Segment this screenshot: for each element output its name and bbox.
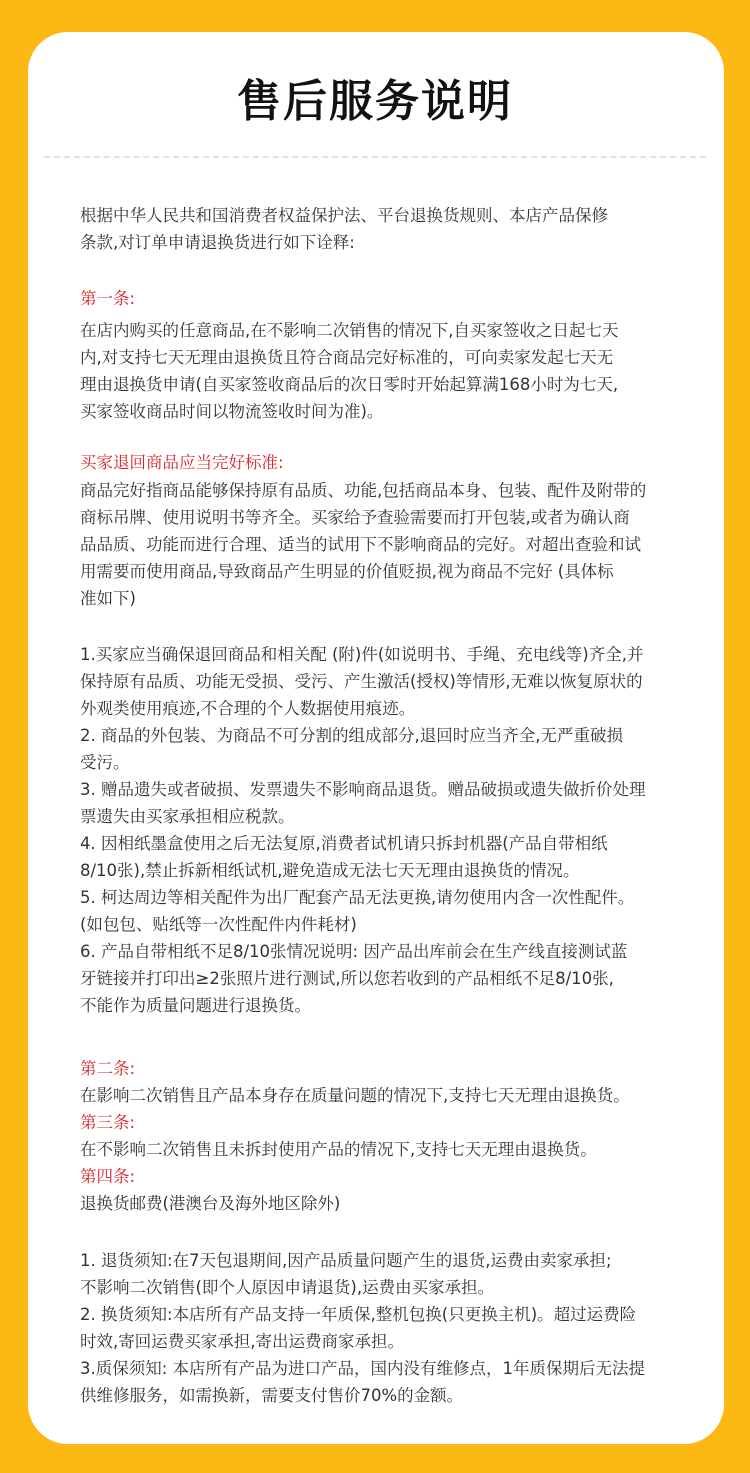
text-line: 根据中华人民共和国消费者权益保护法、平台退换货规则、本店产品保修 bbox=[80, 206, 608, 225]
notice-line: 时效,寄回运费买家承担,寄出运费商家承担。 bbox=[80, 1332, 404, 1351]
notice-line: 1. 退货须知:在7天包退期间,因产品质量问题产生的退货,运费由卖家承担; bbox=[80, 1251, 612, 1270]
page-title: 售后服务说明 bbox=[237, 76, 513, 127]
text-line: 商标吊牌、使用说明书等齐全。买家给予查验需要而打开包装,或者为确认商 bbox=[80, 508, 630, 527]
rule-line: 受污。 bbox=[80, 753, 130, 772]
rules-list bbox=[80, 641, 680, 1019]
intro-paragraph bbox=[80, 202, 680, 256]
articles-2-4 bbox=[80, 1055, 680, 1217]
rule-line: 3. 赠品遗失或者破损、发票遗失不影响商品退货。赠品破损或遗失做折价处理 bbox=[80, 780, 646, 799]
text-line: 用需要而使用商品,导致商品产生明显的价值贬损,视为商品不完好 (具体标 bbox=[80, 562, 614, 581]
rule-line: 4. 因相纸墨盒使用之后无法复原,消费者试机请只拆封机器(产品自带相纸 bbox=[80, 834, 608, 853]
rule-line: 2. 商品的外包装、为商品不可分割的组成部分,退回时应当齐全,无严重破损 bbox=[80, 726, 623, 745]
text-line: 品品质、功能而进行合理、适当的试用下不影响商品的完好。对超出查验和试 bbox=[80, 535, 641, 554]
standard-heading: 买家退回商品应当完好标准: bbox=[80, 453, 284, 472]
rule-line: 票遗失由买家承担相应税款。 bbox=[80, 807, 295, 826]
rule-line: 牙链接并打印出≥2张照片进行测试,所以您若收到的产品相纸不足8/10张, bbox=[80, 969, 614, 988]
article3-heading: 第三条: bbox=[80, 1113, 136, 1132]
standard-paragraph bbox=[80, 477, 680, 612]
article2-heading: 第二条: bbox=[80, 1059, 136, 1078]
title-divider bbox=[44, 156, 706, 158]
text-line: 商品完好指商品能够保持原有品质、功能,包括商品本身、包装、配件及附带的 bbox=[80, 481, 647, 500]
rule-line: (如包包、贴纸等一次性配件内件耗材) bbox=[80, 915, 357, 934]
notice-line: 2. 换货须知:本店所有产品支持一年质保,整机包换(只更换主机)。超过运费险 bbox=[80, 1305, 637, 1324]
rule-line: 1.买家应当确保退回商品和相关配 (附)件(如说明书、手绳、充电线等)齐全,并 bbox=[80, 645, 644, 664]
text-line: 条款,对订单申请退换货进行如下诠释: bbox=[80, 233, 355, 252]
text-line: 买家签收商品时间以物流签收时间为准)。 bbox=[80, 402, 384, 421]
rule-line: 8/10张),禁止拆新相纸试机,避免造成无法七天无理由退换货的情况。 bbox=[80, 861, 580, 880]
notice-line: 3.质保须知: 本店所有产品为进口产品，国内没有维修点，1年质保期后无法提 bbox=[80, 1359, 646, 1378]
text-line: 在店内购买的任意商品,在不影响二次销售的情况下,自买家签收之日起七天 bbox=[80, 321, 619, 340]
notice-line: 不影响二次销售(即个人原因申请退货),运费由买家承担。 bbox=[80, 1278, 495, 1297]
rule-line: 6. 产品自带相纸不足8/10张情况说明: 因产品出库前会在生产线直接测试蓝 bbox=[80, 942, 628, 961]
text-line: 内,对支持七天无理由退换货且符合商品完好标准的，可向卖家发起七天无 bbox=[80, 348, 614, 367]
article3-text: 在不影响二次销售且未拆封使用产品的情况下,支持七天无理由退换货。 bbox=[80, 1140, 597, 1159]
article4-heading: 第四条: bbox=[80, 1167, 136, 1186]
article1-paragraph bbox=[80, 317, 680, 425]
notice-line: 供维修服务，如需换新，需要支付售价70%的金额。 bbox=[80, 1386, 464, 1405]
notices-list bbox=[80, 1247, 680, 1409]
rule-line: 5. 柯达周边等相关配件为出厂配套产品无法更换,请勿使用内含一次性配件。 bbox=[80, 888, 635, 907]
article1-heading: 第一条: bbox=[80, 289, 136, 308]
rule-line: 外观类使用痕迹,不合理的个人数据使用痕迹。 bbox=[80, 699, 416, 718]
text-line: 准如下) bbox=[80, 589, 136, 608]
article2-text: 在影响二次销售且产品本身存在质量问题的情况下,支持七天无理由退换货。 bbox=[80, 1086, 630, 1105]
rule-line: 不能作为质量问题进行退换货。 bbox=[80, 996, 311, 1015]
article4-text: 退换货邮费(港澳台及海外地区除外) bbox=[80, 1194, 341, 1213]
text-line: 理由退换货申请(自买家签收商品后的次日零时开始起算满168小时为七天, bbox=[80, 375, 619, 394]
rule-line: 保持原有品质、功能无受损、受污、产生激活(授权)等情形,无难以恢复原状的 bbox=[80, 672, 643, 691]
